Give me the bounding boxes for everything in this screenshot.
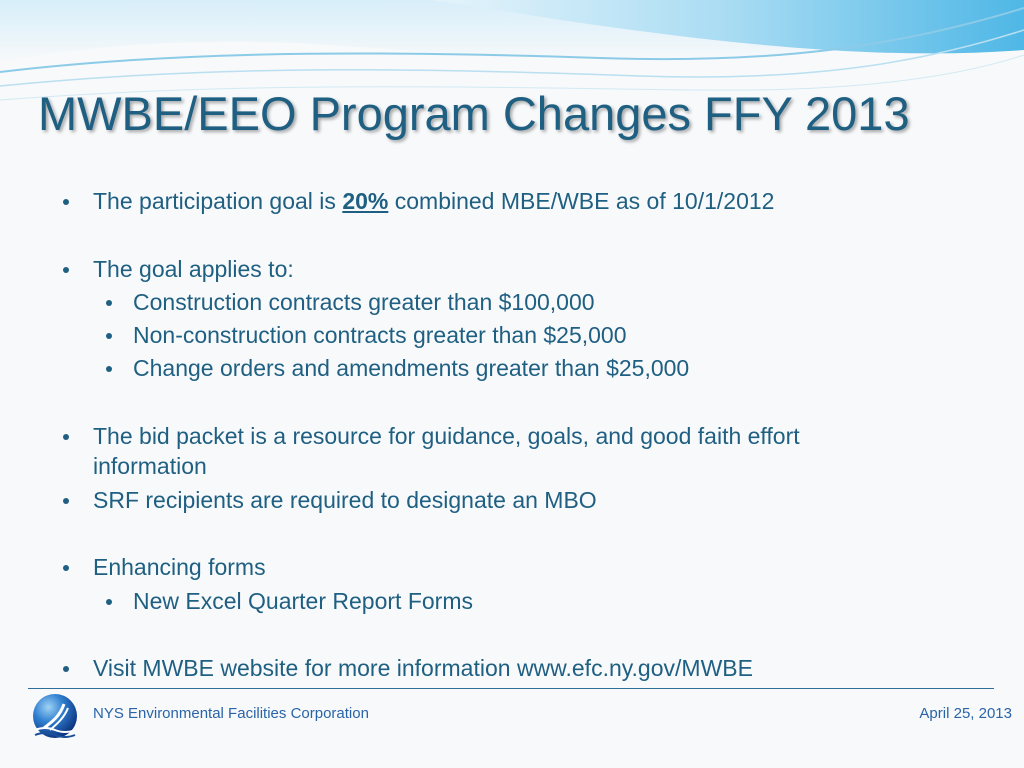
sub-bullet-construction: Construction contracts greater than $100,000 — [133, 289, 595, 315]
efc-globe-logo-icon — [30, 692, 80, 742]
sub-bullet-excel-forms: New Excel Quarter Report Forms — [133, 588, 473, 614]
bullet-bid-packet-continued: information — [93, 453, 207, 479]
bullet-enhancing-forms: Enhancing forms — [93, 554, 266, 580]
bullet-bid-packet: The bid packet is a resource for guidance, goals, and good faith effort — [93, 423, 800, 449]
goal-text-pre: The participation goal is — [93, 188, 343, 214]
bullet-participation-goal — [93, 186, 774, 216]
sub-bullet-change-orders: Change orders and amendments greater than $25,000 — [133, 355, 690, 381]
footer-organization: NYS Environmental Facilities Corporation — [93, 705, 369, 722]
footer-divider — [28, 688, 994, 689]
bullet-goal-applies: The goal applies to: — [93, 256, 294, 282]
bullet-visit-website — [93, 653, 753, 683]
bullet-srf: SRF recipients are required to designate an MBO — [93, 487, 597, 513]
goal-text-post: combined MBE/WBE as of 10/1/2012 — [388, 188, 775, 214]
website-link[interactable]: www.efc.ny.gov/MWBE — [516, 655, 753, 681]
slide-title: MWBE/EEO Program Changes FFY 2013 — [38, 87, 910, 140]
goal-value: 20% — [342, 188, 389, 214]
sub-bullet-non-construction: Non-construction contracts greater than $25,000 — [133, 322, 627, 348]
footer-date: April 25, 2013 — [919, 705, 1012, 722]
visit-text: Visit MWBE website for more information — [93, 655, 517, 681]
